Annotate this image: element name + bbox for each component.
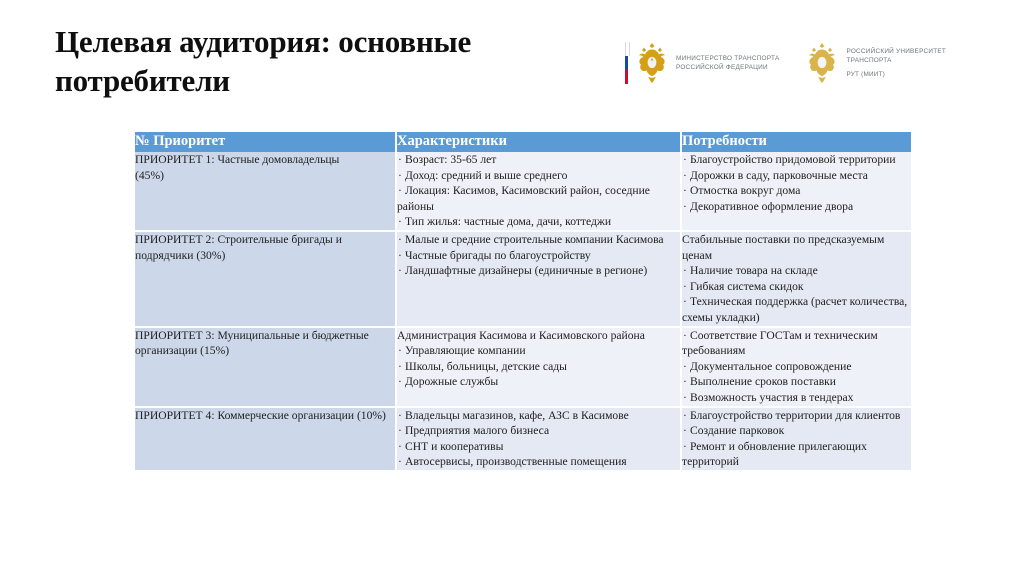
target-audience-table (135, 132, 911, 470)
cell-line: · Владельцы магазинов, кафе, АЗС в Касимове (397, 408, 680, 424)
cell-line: · СНТ и кооперативы (397, 439, 680, 455)
cell-line: · Возможность участия в тендерах (682, 390, 911, 406)
cell-line: · Автосервисы, производственные помещения (397, 454, 680, 470)
cell-line: ПРИОРИТЕТ 2: Строительные бригады и подрядчики (30%) (135, 232, 342, 262)
page-title: Целевая аудитория: основные потребители (55, 24, 472, 98)
cell-characteristics (396, 407, 681, 470)
cell-line: Администрация Касимова и Касимовского района (397, 328, 645, 342)
table-row (135, 327, 911, 407)
cell-line: · Школы, больницы, детские сады (397, 359, 680, 375)
cell-line: · Техническая поддержка (расчет количества, схемы укладки) (682, 294, 911, 325)
cell-line: · Возраст: 35-65 лет (397, 152, 680, 168)
cell-line: · Ремонт и обновление прилегающих территорий (682, 439, 911, 470)
logo-rut-miit (805, 38, 946, 88)
cell-line: · Частные бригады по благоустройству (397, 248, 680, 264)
table-row (135, 152, 911, 231)
cell-needs (681, 327, 911, 407)
russian-coat-of-arms-icon (805, 41, 839, 85)
logo-rut-line-2: ТРАНСПОРТА (846, 57, 892, 64)
cell-characteristics (396, 327, 681, 407)
column-header-needs: Потребности (681, 132, 911, 152)
cell-priority (135, 152, 396, 231)
cell-line: (45%) (135, 168, 164, 182)
cell-line: · Малые и средние строительные компании Касимова (397, 232, 680, 248)
cell-characteristics (396, 231, 681, 327)
table-header (135, 132, 911, 152)
cell-needs (681, 152, 911, 231)
cell-priority (135, 407, 396, 470)
cell-line: Стабильные поставки по предсказуемым ценам (682, 232, 885, 262)
cell-line: · Доход: средний и выше среднего (397, 168, 680, 184)
russian-flag-icon (625, 42, 628, 84)
cell-line: ПРИОРИТЕТ 4: Коммерческие организации (10%) (135, 408, 386, 422)
cell-line: · Выполнение сроков поставки (682, 374, 911, 390)
cell-line: · Ландшафтные дизайнеры (единичные в регионе) (397, 263, 680, 279)
table-header-row (135, 132, 911, 152)
cell-line: · Благоустройство придомовой территории (682, 152, 911, 168)
cell-line: · Дорожки в саду, парковочные места (682, 168, 911, 184)
cell-priority (135, 231, 396, 327)
logo-rut-sub: РУТ (МИИТ) (846, 71, 885, 78)
logo-mintrans (625, 38, 779, 88)
logo-rut-miit-text (846, 47, 946, 79)
cell-line: · Декоративное оформление двора (682, 199, 911, 215)
cell-priority (135, 327, 396, 407)
cell-line: · Гибкая система скидок (682, 279, 911, 295)
cell-needs (681, 231, 911, 327)
table-body (135, 152, 911, 470)
cell-line: · Создание парковок (682, 423, 911, 439)
logo-mintrans-text (676, 54, 779, 72)
logo-rut-line-1: РОССИЙСКИЙ УНИВЕРСИТЕТ (846, 48, 947, 55)
cell-line: ПРИОРИТЕТ 1: Частные домовладельцы (135, 153, 340, 166)
cell-line: · Дорожные службы (397, 374, 680, 390)
cell-line: · Тип жилья: частные дома, дачи, коттеджи (397, 214, 680, 230)
cell-line: · Соответствие ГОСТам и техническим требованиям (682, 328, 911, 359)
column-header-priority: № Приоритет (135, 132, 396, 152)
cell-line: · Управляющие компании (397, 343, 680, 359)
cell-line: · Документальное сопровождение (682, 359, 911, 375)
slide-header (0, 0, 1024, 120)
table-row (135, 407, 911, 470)
cell-characteristics (396, 152, 681, 231)
russian-coat-of-arms-icon (635, 41, 669, 85)
cell-line: ПРИОРИТЕТ 3: Муниципальные и бюджетные организации (15%) (135, 328, 369, 358)
cell-line: · Наличие товара на складе (682, 263, 911, 279)
logo-bar (625, 38, 1005, 90)
logo-mintrans-line-2: РОССИЙСКОЙ ФЕДЕРАЦИИ (676, 64, 768, 71)
column-header-characteristics: Характеристики (396, 132, 681, 152)
table-row (135, 231, 911, 327)
cell-line: · Предприятия малого бизнеса (397, 423, 680, 439)
cell-line: · Благоустройство территории для клиентов (682, 408, 911, 424)
cell-line: · Отмостка вокруг дома (682, 183, 911, 199)
cell-line: · Локация: Касимов, Касимовский район, соседние районы (397, 183, 680, 214)
cell-needs (681, 407, 911, 470)
logo-mintrans-line-1: МИНИСТЕРСТВО ТРАНСПОРТА (676, 55, 780, 62)
